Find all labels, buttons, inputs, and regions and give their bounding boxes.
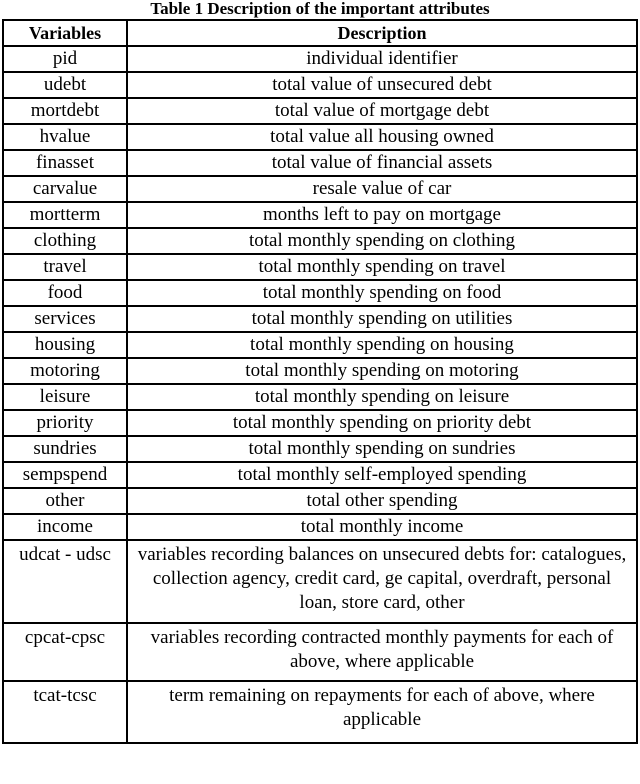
description-cell: total value of financial assets [127,150,637,176]
table-row [3,72,637,98]
variable-cell: travel [3,254,127,280]
description-cell: individual identifier [127,46,637,72]
variable-cell: mortdebt [3,98,127,124]
description-cell: resale value of car [127,176,637,202]
variable-cell: food [3,280,127,306]
table-row [3,228,637,254]
description-cell: total monthly self-employed spending [127,462,637,488]
variable-cell: udebt [3,72,127,98]
variable-cell: carvalue [3,176,127,202]
variable-cell: services [3,306,127,332]
table-row [3,280,637,306]
table-row [3,623,637,681]
header-description: Description [127,20,637,46]
table-body [3,46,637,743]
description-cell: variables recording contracted monthly payments for each of above, where applicable [127,623,637,681]
variable-cell: sempspend [3,462,127,488]
table-title: Table 1 Description of the important attributes [150,0,490,18]
variable-cell: housing [3,332,127,358]
description-cell: total monthly spending on clothing [127,228,637,254]
variable-cell: motoring [3,358,127,384]
description-cell: total monthly spending on sundries [127,436,637,462]
description-cell: total monthly spending on leisure [127,384,637,410]
header-variables: Variables [3,20,127,46]
description-cell: total monthly income [127,514,637,540]
description-cell: total monthly spending on priority debt [127,410,637,436]
table-row [3,332,637,358]
description-cell: variables recording balances on unsecured debts for: catalogues, collection agency, credit card, ge capital, overdraft, personal loan, store card, other [127,540,637,623]
description-cell: total value all housing owned [127,124,637,150]
table-row [3,436,637,462]
variable-cell: tcat-tcsc [3,681,127,743]
header-row [3,20,637,46]
variable-cell: leisure [3,384,127,410]
table-row [3,98,637,124]
table-row [3,462,637,488]
table-row [3,358,637,384]
variable-cell: hvalue [3,124,127,150]
description-cell: term remaining on repayments for each of above, where applicable [127,681,637,743]
description-cell: total monthly spending on motoring [127,358,637,384]
variable-cell: income [3,514,127,540]
description-cell: months left to pay on mortgage [127,202,637,228]
variable-cell: finasset [3,150,127,176]
variable-cell: clothing [3,228,127,254]
table-row [3,681,637,743]
table-row [3,150,637,176]
description-cell: total monthly spending on food [127,280,637,306]
variable-cell: cpcat-cpsc [3,623,127,681]
variable-cell: priority [3,410,127,436]
description-cell: total value of unsecured debt [127,72,637,98]
table-row [3,176,637,202]
description-cell: total monthly spending on housing [127,332,637,358]
table-row [3,514,637,540]
table-row [3,540,637,623]
attributes-table [2,19,638,744]
table-row [3,202,637,228]
variable-cell: sundries [3,436,127,462]
table-row [3,384,637,410]
description-cell: total value of mortgage debt [127,98,637,124]
variable-cell: other [3,488,127,514]
variable-cell: udcat - udsc [3,540,127,623]
table-row [3,488,637,514]
table-row [3,46,637,72]
table-row [3,254,637,280]
table-row [3,306,637,332]
description-cell: total monthly spending on utilities [127,306,637,332]
description-cell: total monthly spending on travel [127,254,637,280]
table-row [3,124,637,150]
variable-cell: pid [3,46,127,72]
table-row [3,410,637,436]
variable-cell: mortterm [3,202,127,228]
description-cell: total other spending [127,488,637,514]
